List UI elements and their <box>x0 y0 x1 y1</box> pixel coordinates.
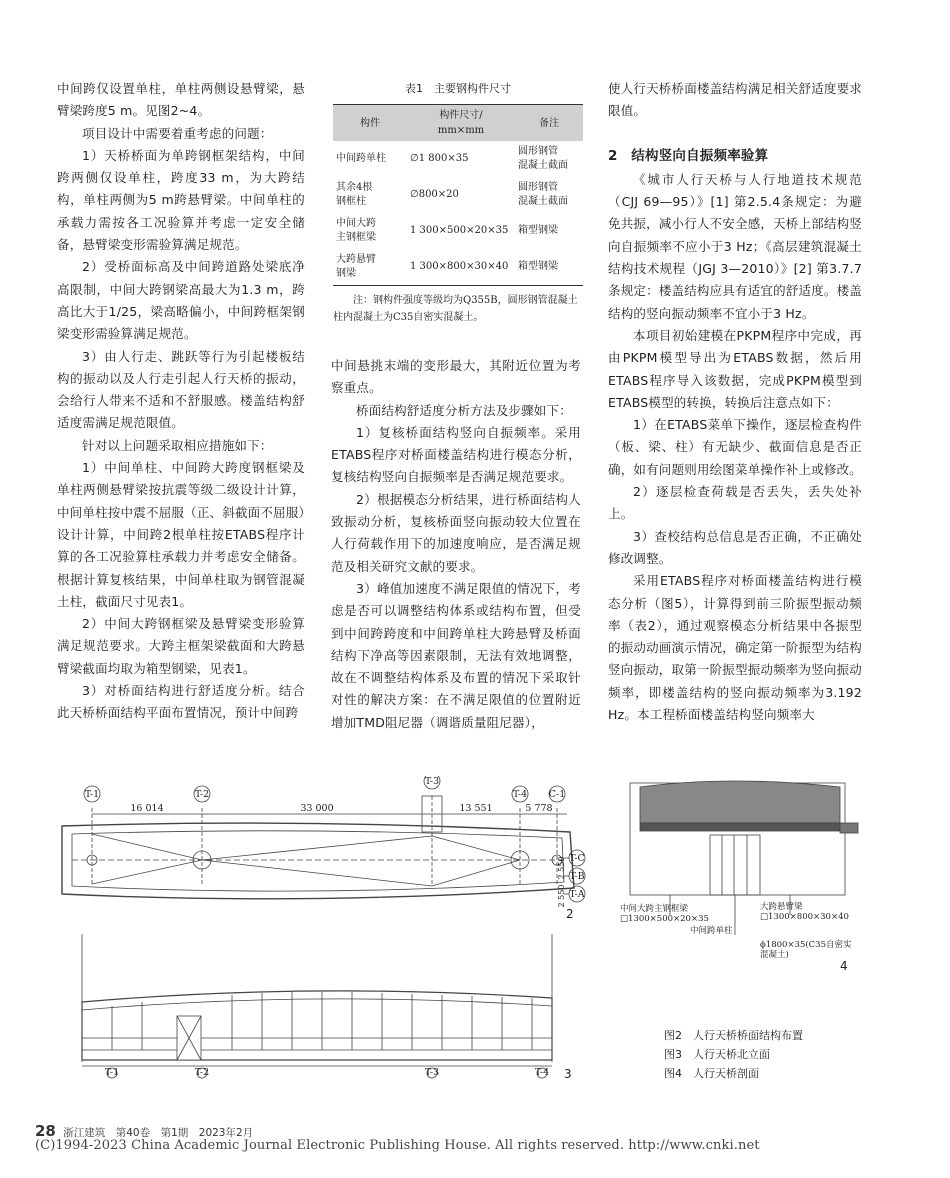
axis-label: T-2 <box>194 1067 210 1078</box>
axis-label: T-3 <box>424 776 440 787</box>
figure-3-elevation <box>52 932 592 1082</box>
axis-label: T-C <box>569 853 585 864</box>
table-row <box>333 177 583 213</box>
table-cell: 圆形钢管 混凝土截面 <box>518 146 568 171</box>
table-cell: 大跨悬臂 钢梁 <box>336 254 376 279</box>
paragraph: 1）中间单柱、中间跨大跨度钢框梁及单柱两侧悬臂梁按抗震等级二级设计计算，中间单柱按中震不屈服（正、斜截面不屈服）设计计算，中间跨2根单柱按ETABS程序计算的各工况验算柱承载力并考虑安全储备。根据计算复核结果，中间单柱取为钢管混凝土柱，截面尺寸见表1。 <box>57 460 305 609</box>
figure-number: 3 <box>564 1067 572 1081</box>
paragraph: 2）逐层检查荷载是否丢失，丢失处补上。 <box>608 484 862 522</box>
paragraph: 2）受桥面标高及中间跨道路处梁底净高限制，中间大跨钢梁高最大为1.3 m，跨高比大于1/25，梁高略偏小，中间跨框架钢梁变形需验算满足规范。 <box>57 259 305 342</box>
figure-caption: 图2 人行天桥桥面结构布置 <box>664 1029 803 1042</box>
label: □1300×800×30×40 <box>760 912 849 922</box>
table-cell: 中间跨单柱 <box>336 153 386 164</box>
table-header: 构件尺寸/ mm×mm <box>407 105 515 142</box>
paragraph: 桥面结构舒适度分析方法及步骤如下： <box>356 402 572 418</box>
page-number: 28 <box>35 1122 56 1140</box>
axis-label: T-3 <box>424 1067 440 1078</box>
dimension-label: 5 778 <box>525 803 553 814</box>
figure-number: 2 <box>566 907 574 921</box>
steel-members-table <box>333 104 583 286</box>
axis-label: T-4 <box>512 789 528 800</box>
label: ϕ1800×35(C35自密实 <box>760 940 852 950</box>
column-1 <box>57 78 305 725</box>
dimension-label: 33 000 <box>300 803 334 814</box>
figure-2-plan <box>52 776 592 926</box>
paragraph: 3）峰值加速度不满足限值的情况下，考虑是否可以调整结构体系或结构布置，但受到中间跨跨度和中间跨单柱大跨悬臂及桥面结构下净高等因素限制，无法有效地调整，故在不调整结构体系及布置的情况下采取针对性的解决方案：在不满足限值的位置附近增加TMD阻尼器（调谐质量阻尼器）， <box>331 580 581 730</box>
table-row <box>333 141 583 177</box>
table-row <box>333 249 583 286</box>
axis-label: T-1 <box>104 1067 120 1078</box>
paragraph: 使人行天桥桥面楼盖结构满足相关舒适度要求限值。 <box>608 81 863 119</box>
table-cell: 箱型钢梁 <box>518 261 558 272</box>
paragraph: 项目设计中需要着重考虑的问题： <box>82 125 273 141</box>
axis-label: C-1 <box>548 789 566 800</box>
label: □1300×500×20×35 <box>620 914 709 924</box>
axis-label: T-A <box>569 889 585 900</box>
figure-caption: 图4 人行天桥剖面 <box>664 1067 759 1080</box>
paragraph: 中间悬挑末端的变形最大，其附近位置为考察重点。 <box>331 358 581 396</box>
paragraph: 中间跨仅设置单柱，单柱两侧设悬臂梁，悬臂梁跨度5 m。见图2~4。 <box>57 81 305 119</box>
axis-label: T-2 <box>194 789 210 800</box>
column-3 <box>608 78 862 726</box>
paragraph: 1）在ETABS菜单下操作，逐层检查构件（板、梁、柱）有无缺少、截面信息是否正确，如有问题则用绘图菜单操作补上或修改。 <box>608 417 863 477</box>
copyright-line: (C)1994-2023 China Academic Journal Electronic Publishing House. All rights reserved. http://www.cnki.net <box>35 1138 760 1153</box>
dimension-label: 2 550 <box>557 884 566 908</box>
table-cell: ∅1 800×35 <box>410 153 469 164</box>
paragraph: 2）根据模态分析结果，进行桥面结构人致振动分析，复核桥面竖向振动较大位置在人行荷载作用下的加速度响应，是否满足规范及相关研究文献的要求。 <box>331 491 581 574</box>
paragraph: 《城市人行天桥与人行地道技术规范（CJJ 69—95）》[1] 第2.5.4条规定：为避免共振，减小行人不安全感，天桥上部结构竖向自振频率不应小于3 Hz；《高层建筑混凝土结构技术规程（JGJ 3—2010）》[2] 第3.7.7条规定：楼盖结构应具有适宜的舒适度。楼盖结构的竖向振动频率不宜小于3 Hz。 <box>608 171 863 321</box>
figure-caption: 图3 人行天桥北立面 <box>664 1048 770 1061</box>
table-header: 构件 <box>333 105 407 142</box>
paragraph: 1）复核桥面结构竖向自振频率。采用ETABS程序对桥面楼盖结构进行模态分析，复核结构竖向自振频率是否满足规范要求。 <box>331 424 581 485</box>
axis-label: T-4 <box>534 1067 550 1078</box>
label: 中间大跨主钢框梁 <box>620 904 689 914</box>
table-header: 备注 <box>515 105 583 142</box>
table-cell: 1 300×500×20×35 <box>410 225 509 236</box>
dimension-label: 13 551 <box>459 803 493 814</box>
axis-label: T-B <box>569 871 585 882</box>
table-note: 注：钢构件强度等级均为Q355B，圆形钢管混凝土柱内混凝土为C35自密实混凝土。 <box>333 295 578 323</box>
paragraph: 1）天桥桥面为单跨钢框架结构，中间跨两侧仅设单柱，跨度33 m，为大跨结构，单柱两侧为5 m跨悬臂梁。中间单柱的承载力需按各工况验算并考虑一定安全储备，悬臂梁变形需验算满足规范。 <box>57 147 305 253</box>
table-caption: 表1 主要钢构件尺寸 <box>405 82 511 95</box>
figure-4-section <box>610 775 860 975</box>
table-1 <box>333 80 583 326</box>
paragraph: 采用ETABS程序对桥面楼盖结构进行模态分析（图5），计算得到前三阶振型振动频率（表2），通过观察模态分析结果中各振型的振动动画演示情况，确定第一阶振型为结构竖向振动，取第一阶振型振动频率为竖向振动频率，即楼盖结构的竖向振动频率为3.192 Hz。本工程桥面楼盖结构竖向频率大 <box>608 573 863 723</box>
table-cell: 箱型钢梁 <box>518 225 558 236</box>
table-cell: 1 300×800×30×40 <box>410 261 509 272</box>
label: 大跨悬臂梁 <box>760 902 803 912</box>
table-cell: 中间大跨 主钢框梁 <box>336 218 376 243</box>
table-row <box>333 213 583 249</box>
table-cell: 其余4根 钢框柱 <box>336 182 373 207</box>
label: 中间跨单柱 <box>690 926 733 936</box>
dimension-label: 16 014 <box>130 803 164 814</box>
paragraph: 3）由人行走、跳跃等行为引起楼板结构的振动以及人行走引起人行天桥的振动，会给行人带来不适和不舒服感。楼盖结构舒适度需满足规范限值。 <box>57 348 305 431</box>
figure-captions <box>664 1026 803 1083</box>
paragraph: 本项目初始建模在PKPM程序中完成，再由PKPM模型导出为ETABS数据，然后用ETABS程序导入该数据，完成PKPM模型到ETABS模型的转换，转换后注意点如下： <box>608 327 862 410</box>
table-cell: ∅800×20 <box>410 189 459 200</box>
dimension-label: 2 550 <box>557 856 566 880</box>
table-cell: 圆形钢管 混凝土截面 <box>518 182 568 207</box>
label: 混凝土) <box>760 950 789 960</box>
paragraph: 针对以上问题采取相应措施如下： <box>82 437 273 453</box>
paragraph: 3）对桥面结构进行舒适度分析。结合此天桥桥面结构平面布置情况，预计中间跨 <box>57 683 305 721</box>
journal-info: 浙江建筑 第40卷 第1期 2023年2月 <box>63 1127 254 1139</box>
paragraph: 2）中间大跨钢框梁及悬臂梁变形验算满足规范要求。大跨主框架梁截面和大跨悬臂梁截面均取为箱型钢梁，见表1。 <box>57 616 305 676</box>
figure-number: 4 <box>840 959 848 973</box>
column-2 <box>331 355 581 734</box>
paragraph: 3）查校结构总信息是否正确，不正确处修改调整。 <box>608 528 862 566</box>
axis-label: T-1 <box>84 789 100 800</box>
section-heading: 2 结构竖向自振频率验算 <box>608 147 769 164</box>
